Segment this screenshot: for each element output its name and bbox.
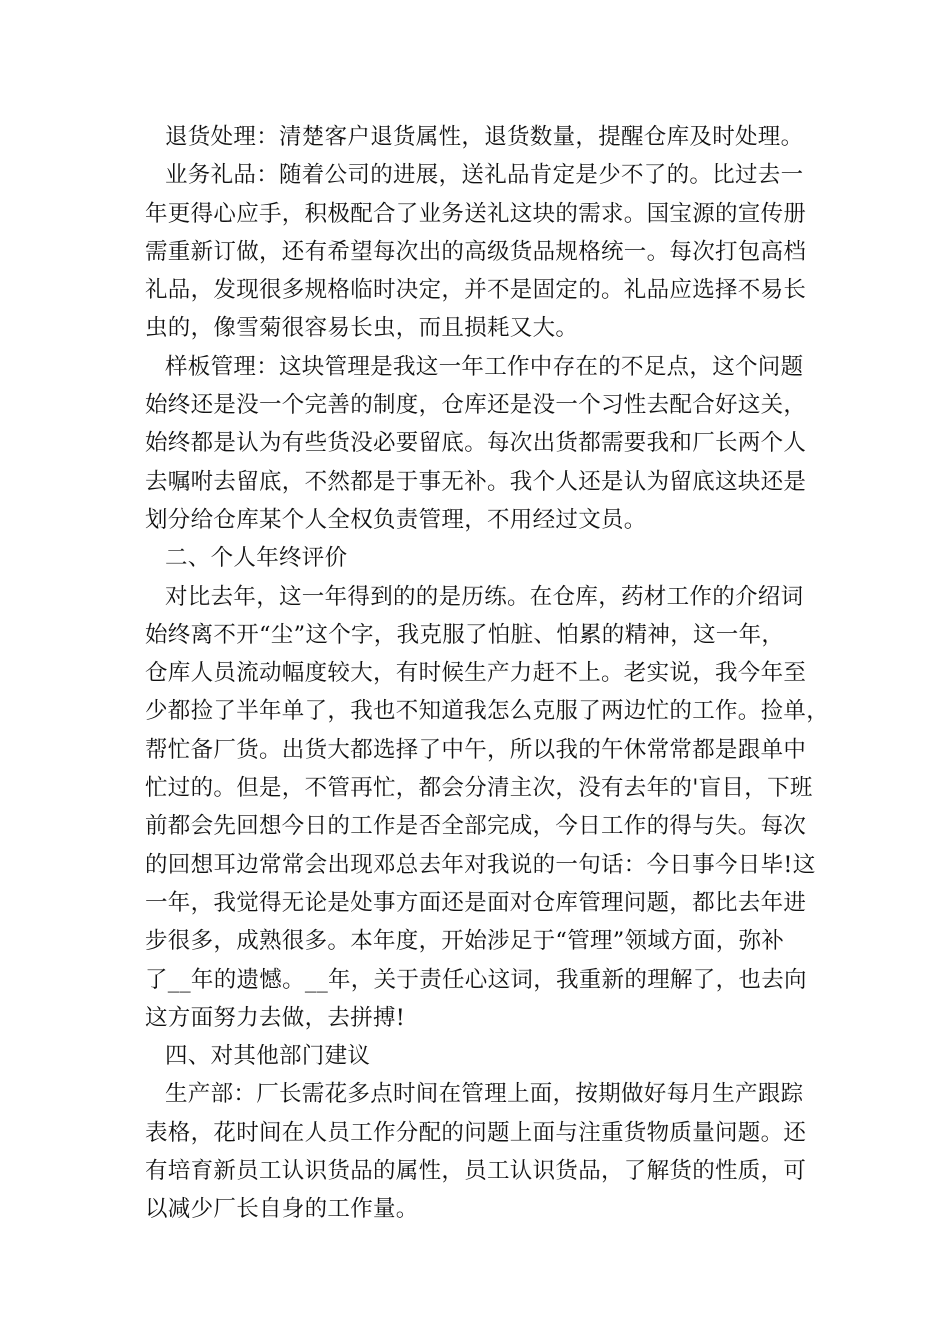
paragraph-review-line-1: 对比去年，这一年得到的的是历练。在仓库，药材工作的介绍词: [165, 583, 804, 610]
document-body: [145, 118, 830, 1229]
paragraph-review-line-12: 这方面努力去做，去拼搏!: [145, 1004, 406, 1031]
paragraph-review-line-8: 的回想耳边常常会出现邓总去年对我说的一句话：今日事今日毕!这: [145, 851, 816, 878]
paragraph-production-line-1: 生产部：厂长需花多点时间在管理上面，按期做好每月生产跟踪: [165, 1081, 804, 1108]
section-heading-department-suggestions: 四、对其他部门建议: [165, 1043, 371, 1070]
paragraph-review-line-5: 帮忙备厂货。出货大都选择了中午，所以我的午休常常都是跟单中: [145, 736, 807, 763]
paragraph-returns-line-1: 退货处理：清楚客户退货属性，退货数量，提醒仓库及时处理。: [165, 124, 804, 150]
paragraph-review-line-4: 少都捡了半年单了，我也不知道我怎么克服了两边忙的工作。捡单，: [145, 698, 830, 725]
paragraph-gifts-line-4: 礼品，发现很多规格临时决定，并不是固定的。礼品应选择不易长: [145, 277, 807, 304]
paragraph-gifts-line-1: 业务礼品：随着公司的进展，送礼品肯定是少不了的。比过去一: [165, 162, 804, 189]
paragraph-gifts-line-2: 年更得心应手，积极配合了业务送礼这块的需求。国宝源的宣传册: [145, 200, 807, 227]
paragraph-gifts-line-3: 需重新订做，还有希望每次出的高级货品规格统一。每次打包高档: [145, 238, 807, 265]
paragraph-production-line-2: 表格，花时间在人员工作分配的问题上面与注重货物质量问题。还: [145, 1119, 807, 1146]
paragraph-review-line-10: 步很多，成熟很多。本年度，开始涉足于“管理”领域方面，弥补: [145, 928, 785, 955]
paragraph-samples-line-5: 划分给仓库某个人全权负责管理，不用经过文员。: [145, 506, 647, 533]
paragraph-samples-line-4: 去嘱咐去留底，不然都是于事无补。我个人还是认为留底这块还是: [145, 468, 807, 495]
paragraph-review-line-7: 前都会先回想今日的工作是否全部完成，今日工作的得与失。每次: [145, 813, 807, 840]
paragraph-review-line-9: 一年，我觉得无论是处事方面还是面对仓库管理问题，都比去年进: [145, 889, 807, 916]
paragraph-production-line-3: 有培育新员工认识货品的属性，员工认识货品，了解货的性质，可: [145, 1158, 807, 1185]
paragraph-gifts-line-5: 虫的，像雪菊很容易长虫，而且损耗又大。: [145, 315, 579, 342]
paragraph-samples-line-1: 样板管理：这块管理是我这一年工作中存在的不足点，这个问题: [165, 353, 804, 380]
paragraph-review-line-6: 忙过的。但是，不管再忙，都会分清主次，没有去年的'盲目，下班: [145, 775, 813, 802]
section-heading-personal-review: 二、个人年终评价: [165, 545, 348, 572]
paragraph-samples-line-2: 始终还是没一个完善的制度，仓库还是没一个习性去配合好这关，: [145, 392, 807, 419]
paragraph-review-line-3: 仓库人员流动幅度较大，有时候生产力赶不上。老实说，我今年至: [145, 660, 807, 687]
paragraph-production-line-4: 以减少厂长自身的工作量。: [145, 1196, 419, 1223]
paragraph-samples-line-3: 始终都是认为有些货没必要留底。每次出货都需要我和厂长两个人: [145, 430, 807, 457]
paragraph-review-line-2: 始终离不开“尘”这个字，我克服了怕脏、怕累的精神，这一年，: [145, 621, 785, 648]
paragraph-review-line-11: 了__年的遗憾。__年，关于责任心这词，我重新的理解了，也去向: [145, 966, 807, 993]
